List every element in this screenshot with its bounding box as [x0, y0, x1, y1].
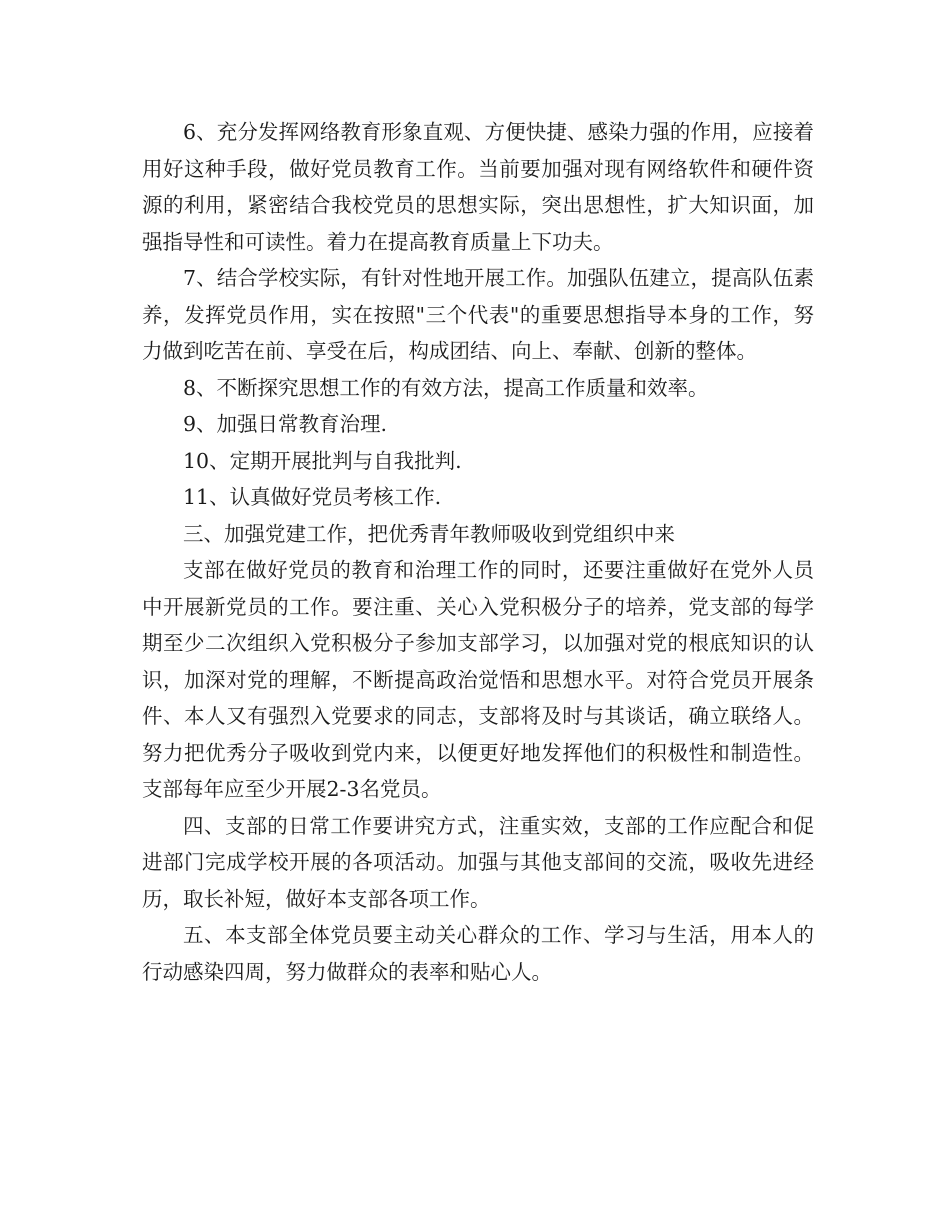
section-heading-5: 五、本支部全体党员要主动关心群众的工作、学习与生活，用本人的行动感染四周，努力做群众的表率和贴心人。 [142, 923, 814, 984]
section-heading-3: 三、加强党建工作，把优秀青年教师吸收到党组织中来 [183, 521, 675, 546]
paragraph-party-recruitment: 支部在做好党员的教育和治理工作的同时，还要注重做好在党外人员中开展新党员的工作。要注重、关心入党积极分子的培养，党支部的每学期至少二次组织入党积极分子参加支部学习，以加强对党的根底知识的认识，加深对党的理解，不断提高政治觉悟和思想水平。对符合党员开展条件、本人又有强烈入党要求的同志，支部将及时与其谈话，确立联络人。努力把优秀分子吸收到党内来，以便更好地发挥他们的积极性和制造性。支部每年应至少开展2-3名党员。 [142, 558, 814, 801]
paragraph-item-8: 8、不断探究思想工作的有效方法，提高工作质量和效率。 [183, 375, 709, 400]
document-body [142, 114, 814, 990]
paragraph-item-11: 11、认真做好党员考核工作. [183, 485, 442, 509]
section-heading-4: 四、支部的日常工作要讲究方式，注重实效，支部的工作应配合和促进部门完成学校开展的各项活动。加强与其他支部间的交流，吸收先进经历，取长补短，做好本支部各项工作。 [142, 813, 814, 911]
paragraph-item-7: 7、结合学校实际，有针对性地开展工作。加强队伍建立，提高队伍素养，发挥党员作用，实在按照"三个代表"的重要思想指导本身的工作，努力做到吃苦在前、享受在后，构成团结、向上、奉献、创新的整体。 [142, 266, 814, 363]
paragraph-item-9: 9、加强日常教育治理. [183, 412, 388, 436]
paragraph-item-6: 6、充分发挥网络教育形象直观、方便快捷、感染力强的作用，应接着用好这种手段，做好党员教育工作。当前要加强对现有网络软件和硬件资源的利用，紧密结合我校党员的思想实际，突出思想性，扩大知识面，加强指导性和可读性。着力在提高教育质量上下功夫。 [142, 120, 814, 254]
paragraph-item-10: 10、定期开展批判与自我批判. [183, 448, 462, 473]
